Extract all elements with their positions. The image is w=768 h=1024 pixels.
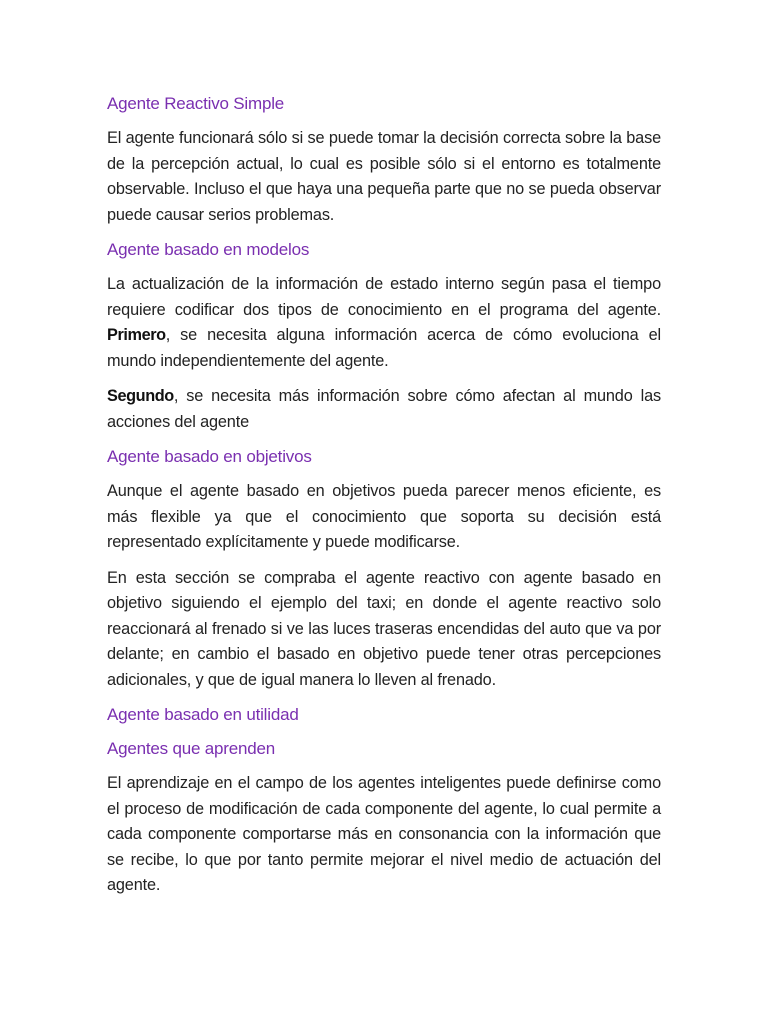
heading-agente-basado-en-utilidad: Agente basado en utilidad (107, 705, 299, 724)
heading-agentes-que-aprenden: Agentes que aprenden (107, 739, 276, 758)
heading-agente-basado-en-objetivos: Agente basado en objetivos (107, 447, 312, 466)
paragraph-objetivos-1: Aunque el agente basado en objetivos pueda parecer menos eficiente, es más flexible ya que el conocimiento que soporta su decisión está representado explícitamente y puede modificarse. (107, 482, 661, 551)
heading-agente-reactivo-simple: Agente Reactivo Simple (107, 94, 285, 113)
paragraph-modelos-2 (107, 384, 661, 435)
paragraph-modelos-1 (107, 272, 661, 374)
paragraph-objetivos-2: En esta sección se compraba el agente reactivo con agente basado en objetivo siguiendo el ejemplo del taxi; en donde el agente reactivo solo reaccionará al frenado si ve las luces traseras encendidas del auto que va por delante; en cambio el basado en objetivo puede tener otras percepciones adicionales, y que de igual manera lo lleven al frenado. (107, 568, 661, 689)
heading-agente-basado-en-modelos: Agente basado en modelos (107, 240, 310, 259)
paragraph-reactivo-simple: El agente funcionará sólo si se puede tomar la decisión correcta sobre la base de la percepción actual, lo cual es posible sólo si el entorno es totalmente observable. Incluso el que haya una pequeña parte que no se pueda observar puede causar serios problemas. (107, 129, 661, 224)
paragraph-aprenden: El aprendizaje en el campo de los agentes inteligentes puede definirse como el proceso de modificación de cada componente del agente, lo cual permite a cada componente comportarse más en consonancia con la información que se recibe, lo que por tanto permite mejorar el nivel medio de actuación del agente. (107, 774, 661, 894)
paragraph-modelos-1-rest: , se necesita alguna información acerca de cómo evoluciona el mundo independientemente del agente. (107, 326, 661, 370)
bold-primero: Primero (107, 326, 166, 344)
paragraph-modelos-2-rest: , se necesita más información sobre cómo afectan al mundo las acciones del agente (107, 387, 661, 431)
bold-segundo: Segundo (107, 387, 174, 405)
paragraph-modelos-1-text: La actualización de la información de estado interno según pasa el tiempo requiere codificar dos tipos de conocimiento en el programa del agente. (107, 275, 661, 319)
document-page (107, 92, 661, 899)
